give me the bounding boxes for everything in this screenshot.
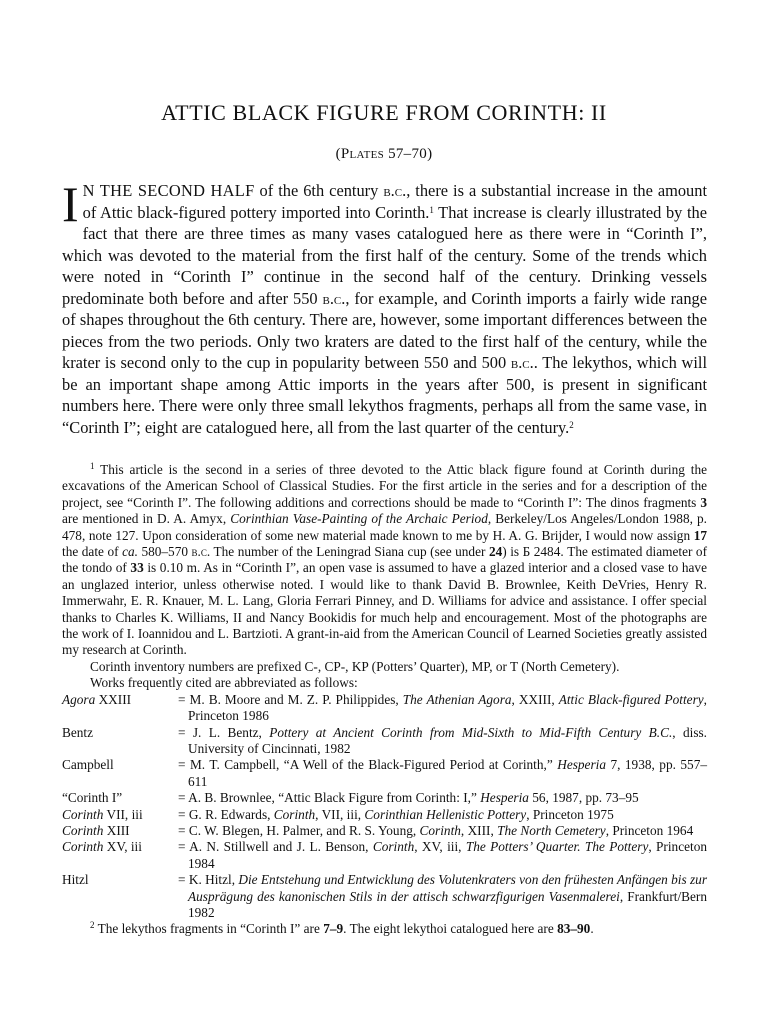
abbreviation-row: Campbell = M. T. Campbell, “A Well of the Black-Figured Period at Corinth,” Hesperia 7, 1938, pp. 557–611: [62, 757, 707, 789]
footnotes: [62, 462, 707, 938]
footnote-1: $^1$ This article is the second in a series of three devoted to the Attic black figure found at Corinth during the excavations of the American School of Classical Studies. For the first article in the series and for a description of the project, see “Corinth I”. The following additions and corrections should be made to “Corinth I”: The dinos fragments 3 are mentioned in D. A. Amyx, Corinthian Vase-Painting of the Archaic Period, Berkeley/Los Angeles/London 1988, p. 478, note 127. Upon consideration of some new material made known to me by H. A. G. Brijder, I would now assign 17 the date of ca. 580–570 b.c. The number of the Leningrad Siana cup (see under 24) is Б 2484. The estimated diameter of the tondo of 33 is 0.10 m. As in “Corinth I”, an open vase is assumed to have a glazed interior and a closed vase to have an unglazed interior, unless otherwise noted. I would like to thank David B. Brownlee, Keith DeVries, Henry R. Immerwahr, E. R. Knauer, M. L. Lang, Gloria Ferrari Pinney, and D. Williams for advice and assistance. I offer special thanks to Charles K. Williams, II and Nancy Bookidis for much help and encouragement. Most of the photographs are the work of I. Ioannidou and L. Bartzioti. A grant-in-aid from the American Council of Learned Societies greatly assisted my research at Corinth.: [62, 461, 708, 658]
abbreviations-list: [62, 692, 707, 922]
footnote-2: $^2$ The lekythos fragments in “Corinth I” are 7–9. The eight lekythoi catalogued here are 83–90.: [90, 920, 594, 937]
footnote-ref-1[interactable]: 1: [429, 204, 434, 215]
abbreviation-row: “Corinth I” = A. B. Brownlee, “Attic Black Figure from Corinth: I,” Hesperia 56, 1987, pp. 73–95: [62, 790, 639, 806]
body-paragraph: I N THE SECOND HALF of the 6th century b.c., there is a substantial increase in the amount of Attic black-figured pottery imported into Corinth.$^1$ That increase is clearly illustrated by the fact that there are three times as many vases catalogued here as there were in “Corinth I”, which was devoted to the material from the first half of the century. Some of the trends which were noted in “Corinth I” continue in the second half of the century. Drinking vessels predominate both before and after 550 b.c., for example, and Corinth imports a fairly wide range of shapes throughout the 6th century. There are, however, some important differences between the pieces from the two periods. Only two kraters are dated to the first half of the century, while the krater is second only to the cup in popularity between 550 and 500 b.c.. The lekythos, which will be an important shape among Attic imports in the years after 500, is present in significant numbers here. There were only three small lekythos fragments, perhaps all from the same vase, in “Corinth I”; eight are catalogued here, all from the last quarter of the century.$^2$: [62, 176, 708, 437]
article-title: ATTIC BLACK FIGURE FROM CORINTH: II: [161, 100, 607, 125]
abbreviation-row: Corinth XV, iii = A. N. Stillwell and J. L. Benson, Corinth, XV, iii, The Potters’ Quarter. The Pottery, Princeton 1984: [62, 839, 707, 871]
abbreviation-row: Hitzl = K. Hitzl, Die Entstehung und Entwicklung des Volutenkraters von den frühesten Anfängen bis zur Ausprägung des kanonischen Stils in der attisch schwarzfigurigen Vasenmalerei, Frankfurt/Bern 1982: [62, 872, 707, 920]
abbreviation-row: Corinth VII, iii = G. R. Edwards, Corinth, VII, iii, Corinthian Hellenistic Pottery, Princeton 1975: [62, 806, 614, 822]
plates-reference: (Plates 57–70): [335, 146, 433, 162]
inventory-note: Corinth inventory numbers are prefixed C-, CP-, KP (Potters’ Quarter), MP, or T (North Cemetery).: [90, 658, 620, 674]
abbreviation-row: Corinth XIII = C. W. Blegen, H. Palmer, and R. S. Young, Corinth, XIII, The North Cemetery, Princeton 1964: [62, 822, 694, 838]
drop-cap: I: [62, 176, 79, 232]
abbreviation-row: Bentz = J. L. Bentz, Pottery at Ancient Corinth from Mid-Sixth to Mid-Fifth Century B.C., diss. University of Cincinnati, 1982: [62, 724, 707, 756]
lead-in: N THE SECOND HALF: [82, 181, 255, 200]
footnote-ref-2[interactable]: 2: [569, 419, 574, 430]
abbreviations-intro: Works frequently cited are abbreviated as follows:: [90, 675, 358, 691]
abbreviation-row: Agora XXIII = M. B. Moore and M. Z. P. Philippides, The Athenian Agora, XXIII, Attic Black-figured Pottery, Princeton 1986: [62, 691, 707, 724]
